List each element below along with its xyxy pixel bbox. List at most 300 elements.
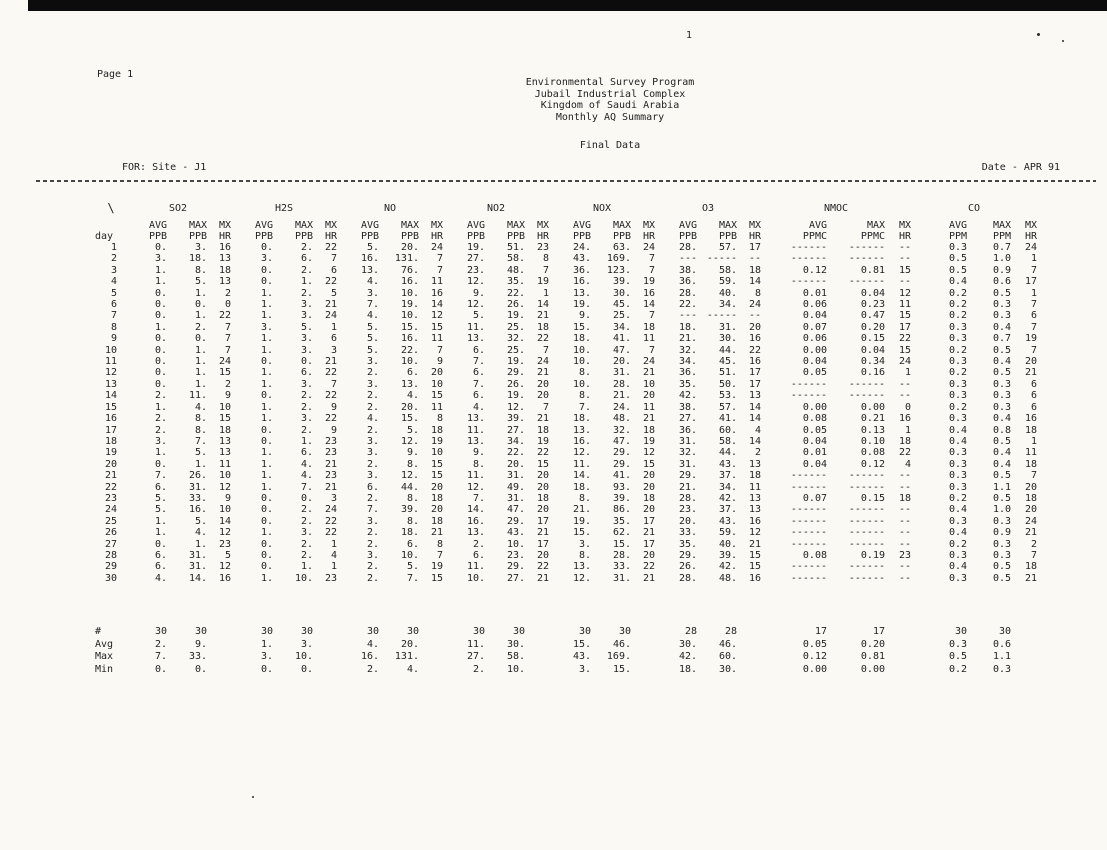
value-cell: 8. — [578, 549, 591, 561]
day-cell: 17 — [104, 424, 117, 436]
value-cell: 31. — [188, 561, 207, 573]
value-cell: 18. — [572, 481, 591, 493]
value-cell: 1 — [330, 538, 337, 550]
value-cell: 3 — [330, 492, 337, 504]
value-cell: 3. — [366, 515, 379, 527]
value-cell: ------ — [848, 378, 885, 390]
value-cell: 2. — [300, 390, 313, 402]
value-cell: 8. — [406, 515, 419, 527]
value-cell: 13 — [748, 492, 761, 504]
value-cell: 7 — [1030, 264, 1037, 276]
value-cell: 15. — [612, 538, 631, 550]
value-cell: 1. — [194, 356, 207, 368]
day-cell: 7 — [110, 310, 117, 322]
value-cell: 7 — [1030, 549, 1037, 561]
summary-cell — [1011, 664, 1037, 677]
sub-header: AVG — [572, 220, 591, 231]
title-line-1: Environmental Survey Program — [525, 77, 695, 88]
value-cell: 25. — [612, 310, 631, 322]
value-cell: 10 — [430, 378, 443, 390]
summary-cell: 1.1 — [992, 651, 1011, 663]
value-cell: 2. — [366, 401, 379, 413]
value-cell: 13 — [748, 458, 761, 470]
table-corner-mark: \ — [107, 200, 115, 215]
value-cell: -- — [898, 538, 911, 550]
value-cell: 58. — [718, 264, 737, 276]
value-cell: 7 — [648, 344, 655, 356]
value-cell: 28. — [678, 492, 697, 504]
value-cell: 0.07 — [802, 321, 827, 333]
value-cell: 23 — [898, 549, 911, 561]
day-cell: 28 — [104, 549, 117, 561]
value-cell: 9. — [472, 447, 485, 459]
value-cell: -- — [898, 527, 911, 539]
day-cell: 18 — [104, 435, 117, 447]
value-cell: 1 — [1030, 287, 1037, 299]
value-cell: 20. — [678, 515, 697, 527]
day-cell: 20 — [104, 458, 117, 470]
value-cell: 0.12 — [802, 264, 827, 276]
value-cell: 1. — [260, 378, 273, 390]
summary-cell: 10. — [294, 651, 313, 663]
summary-cell — [419, 639, 443, 652]
value-cell: 12. — [400, 435, 419, 447]
value-cell: ------ — [790, 561, 827, 573]
value-cell: 20 — [536, 378, 549, 390]
group-header: H2S — [274, 202, 294, 214]
value-cell: 22 — [324, 367, 337, 379]
value-cell: 3. — [366, 378, 379, 390]
value-cell: 0.4 — [948, 561, 967, 573]
value-cell: 0.08 — [860, 447, 885, 459]
value-cell: 3. — [194, 242, 207, 253]
value-cell: 0.81 — [860, 264, 885, 276]
value-cell: 86. — [612, 504, 631, 516]
value-cell: 14 — [748, 276, 761, 288]
value-cell: 1. — [154, 447, 167, 459]
value-cell: 0.4 — [948, 435, 967, 447]
value-cell: 3. — [300, 378, 313, 390]
sub-header: AVG — [466, 220, 485, 231]
value-cell: 24 — [430, 242, 443, 253]
value-cell: 21. — [678, 333, 697, 345]
value-cell: 20 — [748, 321, 761, 333]
value-cell: 47. — [612, 435, 631, 447]
value-cell: ------ — [790, 527, 827, 539]
summary-cell — [207, 639, 231, 652]
summary-cell — [525, 651, 549, 664]
value-cell: 0.4 — [948, 504, 967, 516]
value-cell: 10. — [400, 356, 419, 368]
summary-cell: 58. — [506, 651, 525, 663]
sub-header: MX — [430, 220, 443, 231]
summary-cell — [631, 664, 655, 677]
value-cell: 4. — [194, 527, 207, 539]
value-cell: 24 — [748, 299, 761, 311]
summary-cell: 0.12 — [802, 651, 827, 663]
day-header: day — [95, 231, 114, 242]
value-cell: 1. — [194, 367, 207, 379]
value-cell: 24 — [536, 356, 549, 368]
value-cell: 27. — [678, 413, 697, 425]
value-cell: 19 — [536, 276, 549, 288]
value-cell: 2. — [366, 390, 379, 402]
corner-blank — [95, 220, 125, 231]
sub-header: MX — [536, 220, 549, 231]
value-cell: 18 — [1024, 561, 1037, 573]
value-cell: 17 — [748, 378, 761, 390]
sub-header: PPMC — [860, 231, 885, 242]
value-cell: 13. — [400, 378, 419, 390]
value-cell: 76. — [400, 264, 419, 276]
value-cell: 5. — [366, 333, 379, 345]
value-cell: 29. — [506, 561, 525, 573]
value-cell: 21 — [536, 527, 549, 539]
value-cell: 0.3 — [948, 242, 967, 253]
value-cell: 42. — [718, 492, 737, 504]
value-cell: 18 — [430, 515, 443, 527]
value-cell: 37. — [718, 470, 737, 482]
spacer — [95, 584, 1037, 626]
value-cell: 1. — [154, 276, 167, 288]
sub-header: MAX — [992, 220, 1011, 231]
value-cell: 31. — [612, 367, 631, 379]
value-cell: 7. — [366, 299, 379, 311]
value-cell: 40. — [718, 287, 737, 299]
value-cell: 0.2 — [948, 299, 967, 311]
summary-label: Avg — [95, 638, 114, 650]
value-cell: 31. — [188, 481, 207, 493]
summary-cell: 0.3 — [992, 663, 1011, 675]
value-cell: 1. — [260, 333, 273, 345]
value-cell: 0.5 — [992, 561, 1011, 573]
value-cell: 13 — [218, 253, 231, 265]
value-cell: 34. — [506, 435, 525, 447]
summary-cell: 30 — [194, 626, 207, 638]
value-cell: 0. — [194, 299, 207, 311]
value-cell: 20 — [1024, 504, 1037, 516]
value-cell: 15 — [898, 310, 911, 322]
summary-cell: 30 — [578, 626, 591, 638]
summary-cell: 15. — [612, 663, 631, 675]
value-cell: 0.3 — [992, 310, 1011, 322]
value-cell: 10. — [400, 549, 419, 561]
summary-cell: 33. — [188, 651, 207, 663]
value-cell: 8. — [194, 424, 207, 436]
value-cell: 7 — [436, 253, 443, 265]
value-cell: 6. — [154, 561, 167, 573]
value-cell: 23 — [324, 572, 337, 584]
value-cell: ------ — [848, 538, 885, 550]
value-cell: 0.04 — [802, 310, 827, 322]
value-cell: 0.3 — [948, 447, 967, 459]
value-cell: 17 — [536, 515, 549, 527]
value-cell: 20 — [430, 481, 443, 493]
value-cell: 9. — [578, 310, 591, 322]
value-cell: 6 — [1030, 378, 1037, 390]
value-cell: 0. — [154, 367, 167, 379]
value-cell: 41. — [612, 470, 631, 482]
value-cell: 11 — [430, 333, 443, 345]
sub-header: PPM — [948, 231, 967, 242]
sub-header: HR — [218, 231, 231, 242]
value-cell: 0.47 — [860, 310, 885, 322]
value-cell: ------ — [848, 504, 885, 516]
value-cell: 28. — [678, 572, 697, 584]
value-cell: 0.00 — [860, 401, 885, 413]
value-cell: 6 — [330, 264, 337, 276]
value-cell: 31. — [506, 492, 525, 504]
value-cell: 19 — [642, 435, 655, 447]
value-cell: --- — [678, 310, 697, 322]
value-cell: 58. — [506, 253, 525, 265]
day-cell: 19 — [104, 447, 117, 459]
value-cell: 10. — [400, 310, 419, 322]
value-cell: 8. — [194, 413, 207, 425]
value-cell: 21 — [536, 413, 549, 425]
value-cell: 0.04 — [802, 356, 827, 368]
value-cell: 31. — [678, 458, 697, 470]
value-cell: 23 — [218, 538, 231, 550]
value-cell: 36. — [678, 367, 697, 379]
value-cell: 22 — [536, 333, 549, 345]
value-cell: 6. — [366, 481, 379, 493]
value-cell: 1. — [194, 287, 207, 299]
value-cell: 0.00 — [802, 401, 827, 413]
summary-cell: 0.6 — [992, 638, 1011, 650]
value-cell: 13. — [360, 264, 379, 276]
value-cell: 21 — [642, 413, 655, 425]
value-cell: 28. — [612, 549, 631, 561]
value-cell: 18 — [642, 492, 655, 504]
value-cell: 20 — [642, 504, 655, 516]
value-cell: 1 — [1030, 253, 1037, 265]
value-cell: 22 — [536, 447, 549, 459]
summary-cell — [207, 664, 231, 677]
summary-cell: 30 — [300, 626, 313, 638]
value-cell: 0.01 — [802, 447, 827, 459]
value-cell: ------ — [790, 242, 827, 253]
value-cell: 131. — [394, 253, 419, 265]
value-cell: 21 — [1024, 527, 1037, 539]
value-cell: 0.34 — [860, 356, 885, 368]
value-cell: 17 — [642, 515, 655, 527]
value-cell: 93. — [612, 481, 631, 493]
value-cell: 35. — [506, 276, 525, 288]
value-cell: 0.10 — [860, 435, 885, 447]
value-cell: 0. — [260, 538, 273, 550]
value-cell: 1. — [260, 458, 273, 470]
value-cell: 18 — [642, 321, 655, 333]
value-cell: 26. — [678, 561, 697, 573]
value-cell: 32. — [678, 447, 697, 459]
value-cell: ------ — [848, 253, 885, 265]
day-cell: 8 — [110, 321, 117, 333]
value-cell: 3. — [366, 447, 379, 459]
value-cell: 10 — [218, 504, 231, 516]
value-cell: 22. — [400, 344, 419, 356]
value-cell: 6. — [300, 447, 313, 459]
group-header: CO — [967, 202, 981, 214]
value-cell: 10. — [572, 356, 591, 368]
value-cell: 41. — [612, 333, 631, 345]
day-cell: 26 — [104, 527, 117, 539]
sub-header: HR — [430, 231, 443, 242]
value-cell: 0.2 — [948, 492, 967, 504]
value-cell: 20 — [536, 390, 549, 402]
value-cell: 22 — [324, 390, 337, 402]
value-cell: 24 — [898, 356, 911, 368]
site-label: FOR: Site - J1 — [122, 162, 207, 173]
value-cell: 0. — [260, 390, 273, 402]
value-cell: 2. — [300, 504, 313, 516]
value-cell: 18 — [218, 424, 231, 436]
value-cell: 33. — [612, 561, 631, 573]
value-cell: 19. — [400, 299, 419, 311]
value-cell: 3. — [300, 413, 313, 425]
value-cell: 12 — [748, 527, 761, 539]
value-cell: 0.3 — [948, 390, 967, 402]
summary-cell — [313, 626, 337, 639]
value-cell: 0.8 — [992, 424, 1011, 436]
value-cell: 23. — [678, 504, 697, 516]
group-header: NMOC — [823, 202, 849, 214]
day-cell: 2 — [110, 253, 117, 265]
value-cell: 18 — [1024, 424, 1037, 436]
sub-header: MAX — [718, 220, 737, 231]
value-cell: 0.23 — [860, 299, 885, 311]
value-cell: 22 — [324, 242, 337, 253]
value-cell: 13 — [748, 504, 761, 516]
value-cell: 3. — [366, 356, 379, 368]
value-cell: 7 — [1030, 470, 1037, 482]
value-cell: 6 — [1030, 390, 1037, 402]
value-cell: 0.01 — [802, 287, 827, 299]
value-cell: 0. — [154, 344, 167, 356]
value-cell: 7 — [1030, 299, 1037, 311]
scan-speck — [252, 796, 254, 798]
value-cell: 6 — [330, 333, 337, 345]
value-cell: 0.5 — [992, 572, 1011, 584]
value-cell: ------ — [848, 470, 885, 482]
value-cell: 1. — [300, 276, 313, 288]
day-cell: 14 — [104, 390, 117, 402]
value-cell: 23. — [506, 549, 525, 561]
value-cell: 10. — [294, 572, 313, 584]
summary-cell — [207, 651, 231, 664]
summary-cell: 27. — [466, 651, 485, 663]
value-cell: 17 — [748, 242, 761, 253]
sub-header: MAX — [294, 220, 313, 231]
value-cell: 17 — [748, 367, 761, 379]
value-cell: 7. — [578, 401, 591, 413]
value-cell: ------ — [848, 390, 885, 402]
value-cell: 1 — [1030, 435, 1037, 447]
value-cell: 18. — [572, 413, 591, 425]
summary-cell: 4. — [366, 638, 379, 650]
value-cell: 0.04 — [860, 287, 885, 299]
day-cell: 29 — [104, 561, 117, 573]
value-cell: 21 — [642, 527, 655, 539]
day-cell: 13 — [104, 378, 117, 390]
value-cell: 15 — [430, 458, 443, 470]
value-cell: 4. — [366, 310, 379, 322]
value-cell: 0.2 — [948, 310, 967, 322]
value-cell: ------ — [790, 378, 827, 390]
value-cell: 35. — [678, 538, 697, 550]
value-cell: 22 — [218, 310, 231, 322]
summary-cell: 0.3 — [948, 638, 967, 650]
value-cell: 0.07 — [802, 492, 827, 504]
value-cell: 18 — [218, 264, 231, 276]
summary-cell: 17 — [814, 626, 827, 638]
value-cell: 3. — [260, 321, 273, 333]
value-cell: ------ — [848, 515, 885, 527]
value-cell: 36. — [678, 424, 697, 436]
value-cell: 14 — [430, 299, 443, 311]
value-cell: 14 — [642, 299, 655, 311]
value-cell: 1. — [260, 344, 273, 356]
value-cell: 37. — [718, 504, 737, 516]
value-cell: 27. — [466, 253, 485, 265]
value-cell: 19. — [466, 242, 485, 253]
value-cell: 2. — [300, 401, 313, 413]
summary-cell: 0.5 — [948, 651, 967, 663]
value-cell: 16 — [748, 333, 761, 345]
value-cell: 7 — [436, 344, 443, 356]
value-cell: 1.0 — [992, 504, 1011, 516]
value-cell: 4 — [754, 424, 761, 436]
value-cell: 12 — [430, 310, 443, 322]
summary-cell: 30. — [718, 663, 737, 675]
value-cell: 24 — [218, 356, 231, 368]
value-cell: 0. — [260, 504, 273, 516]
sub-header: HR — [898, 231, 911, 242]
value-cell: 1 — [330, 561, 337, 573]
value-cell: 18 — [748, 264, 761, 276]
value-cell: 5. — [154, 504, 167, 516]
value-cell: 0.5 — [992, 435, 1011, 447]
value-cell: 62. — [612, 527, 631, 539]
value-cell: 0.4 — [992, 321, 1011, 333]
value-cell: 59. — [718, 527, 737, 539]
value-cell: 8. — [472, 458, 485, 470]
value-cell: 0.15 — [860, 492, 885, 504]
value-cell: 2. — [300, 424, 313, 436]
value-cell: 0.3 — [992, 549, 1011, 561]
day-cell: 3 — [110, 264, 117, 276]
value-cell: 41. — [718, 413, 737, 425]
value-cell: 0. — [260, 276, 273, 288]
summary-cell — [313, 664, 337, 677]
value-cell: 2. — [366, 572, 379, 584]
value-cell: 2. — [366, 561, 379, 573]
value-cell: 13 — [218, 276, 231, 288]
summary-cell: 2. — [154, 638, 167, 650]
value-cell: 0. — [154, 299, 167, 311]
value-cell: -- — [898, 378, 911, 390]
value-cell: 15 — [536, 458, 549, 470]
dashed-rule — [36, 180, 1096, 182]
title-line-2: Jubail Industrial Complex — [534, 88, 686, 100]
value-cell: 4. — [472, 401, 485, 413]
sub-header: MAX — [612, 220, 631, 231]
summary-cell: 0.2 — [948, 663, 967, 675]
value-cell: 21 — [324, 458, 337, 470]
value-cell: 30. — [718, 333, 737, 345]
value-cell: 11 — [748, 481, 761, 493]
value-cell: --- — [678, 253, 697, 265]
